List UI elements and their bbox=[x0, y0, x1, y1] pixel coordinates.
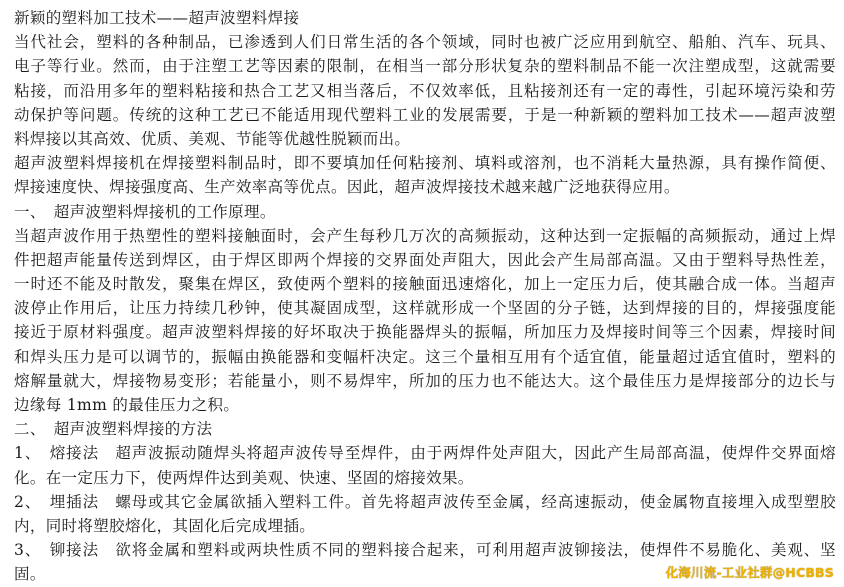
list-item-line: 3、 铆接法 欲将金属和塑料或两块性质不同的塑料接合起来，可利用超声波铆接法，使焊件不易脆化、美观、坚 bbox=[14, 541, 836, 560]
article-body bbox=[14, 6, 836, 587]
paragraph-line: 边缘每 1mm 的最佳压力之积。 bbox=[14, 396, 240, 414]
paragraph-line: 焊接速度快、焊接强度高、生产效率高等优点。因此，超声波焊接技术越来越广泛地获得应用。 bbox=[14, 178, 680, 197]
paragraph-line: 料焊接以其高效、优质、美观、节能等优越性脱颖而出。 bbox=[14, 129, 411, 148]
paragraph-line: 粘接，而沿用多年的塑料粘接和热合工艺又相当落后，不仅效率低，且粘接剂还有一定的毒性，引起环境污染和劳 bbox=[14, 81, 836, 100]
paragraph-line: 当超声波作用于热塑性的塑料接触面时，会产生每秒几万次的高频振动，这种达到一定振幅的高频振动，通过上焊 bbox=[14, 226, 836, 245]
paragraph-line: 熔解量就大，焊接物易变形；若能量小，则不易焊牢，所加的压力也不能达大。这个最佳压力是焊接部分的边长与 bbox=[14, 371, 836, 390]
paragraph-line: 波停止作用后，让压力持续几秒钟，使其凝固成型，这样就形成一个坚固的分子链，达到焊接的目的，焊接强度能 bbox=[14, 299, 836, 318]
list-item-line: 1、 熔接法 超声波振动随焊头将超声波传导至焊件，由于两焊件处声阻大，因此产生局部高温，使焊件交界面熔 bbox=[14, 444, 836, 463]
paragraph-line: 动保护等问题。传统的这种工艺已不能适用现代塑料工业的发展需要，于是一种新颖的塑料加工技术——超声波塑 bbox=[14, 105, 836, 124]
section-heading: 一、 超声波塑料焊接机的工作原理。 bbox=[14, 202, 276, 221]
list-item-line: 化。在一定压力下，使两焊件达到美观、快速、坚固的熔接效果。 bbox=[14, 468, 474, 487]
paragraph-line: 当代社会，塑料的各种制品，已渗透到人们日常生活的各个领域，同时也被广泛应用到航空、船舶、汽车、玩具、 bbox=[14, 33, 836, 52]
list-item-line: 固。 bbox=[14, 565, 46, 584]
list-item-line: 内，同时将塑胶熔化，其固化后完成埋插。 bbox=[14, 516, 316, 535]
paragraph-line: 一时还不能及时散发，聚集在焊区，致使两个塑料的接触面迅速熔化，加上一定压力后，使其融合成一体。当超声 bbox=[14, 275, 836, 294]
paragraph-line: 接近于原材料强度。超声波塑料焊接的好坏取决于换能器焊头的振幅，所加压力及焊接时间等三个因素，焊接时间 bbox=[14, 323, 836, 342]
paragraph-line: 和焊头压力是可以调节的，振幅由换能器和变幅杆决定。这三个量相互用有个适宜值，能量超过适宜值时，塑料的 bbox=[14, 347, 836, 366]
paragraph-line: 电子等行业。然而，由于注塑工艺等因素的限制，在相当一部分形状复杂的塑料制品不能一次注塑成型，这就需要 bbox=[14, 57, 836, 76]
list-item-line: 2、 埋插法 螺母或其它金属欲插入塑料工件。首先将超声波传至金属，经高速振动，使金属物直接埋入成型塑胶 bbox=[14, 492, 836, 511]
article-title: 新颖的塑料加工技术——超声波塑料焊接 bbox=[14, 9, 300, 27]
watermark: 化海川流-工业社群@HCBBS bbox=[665, 565, 834, 580]
paragraph-line: 超声波塑料焊接机在焊接塑料制品时，即不要填加任何粘接剂、填料或溶剂，也不消耗大量热源，具有操作简便、 bbox=[14, 154, 836, 173]
paragraph-line: 件把超声能量传送到焊区，由于焊区即两个焊接的交界面处声阻大，因此会产生局部高温。又由于塑料导热性差， bbox=[14, 250, 836, 269]
section-heading: 二、 超声波塑料焊接的方法 bbox=[14, 420, 213, 439]
